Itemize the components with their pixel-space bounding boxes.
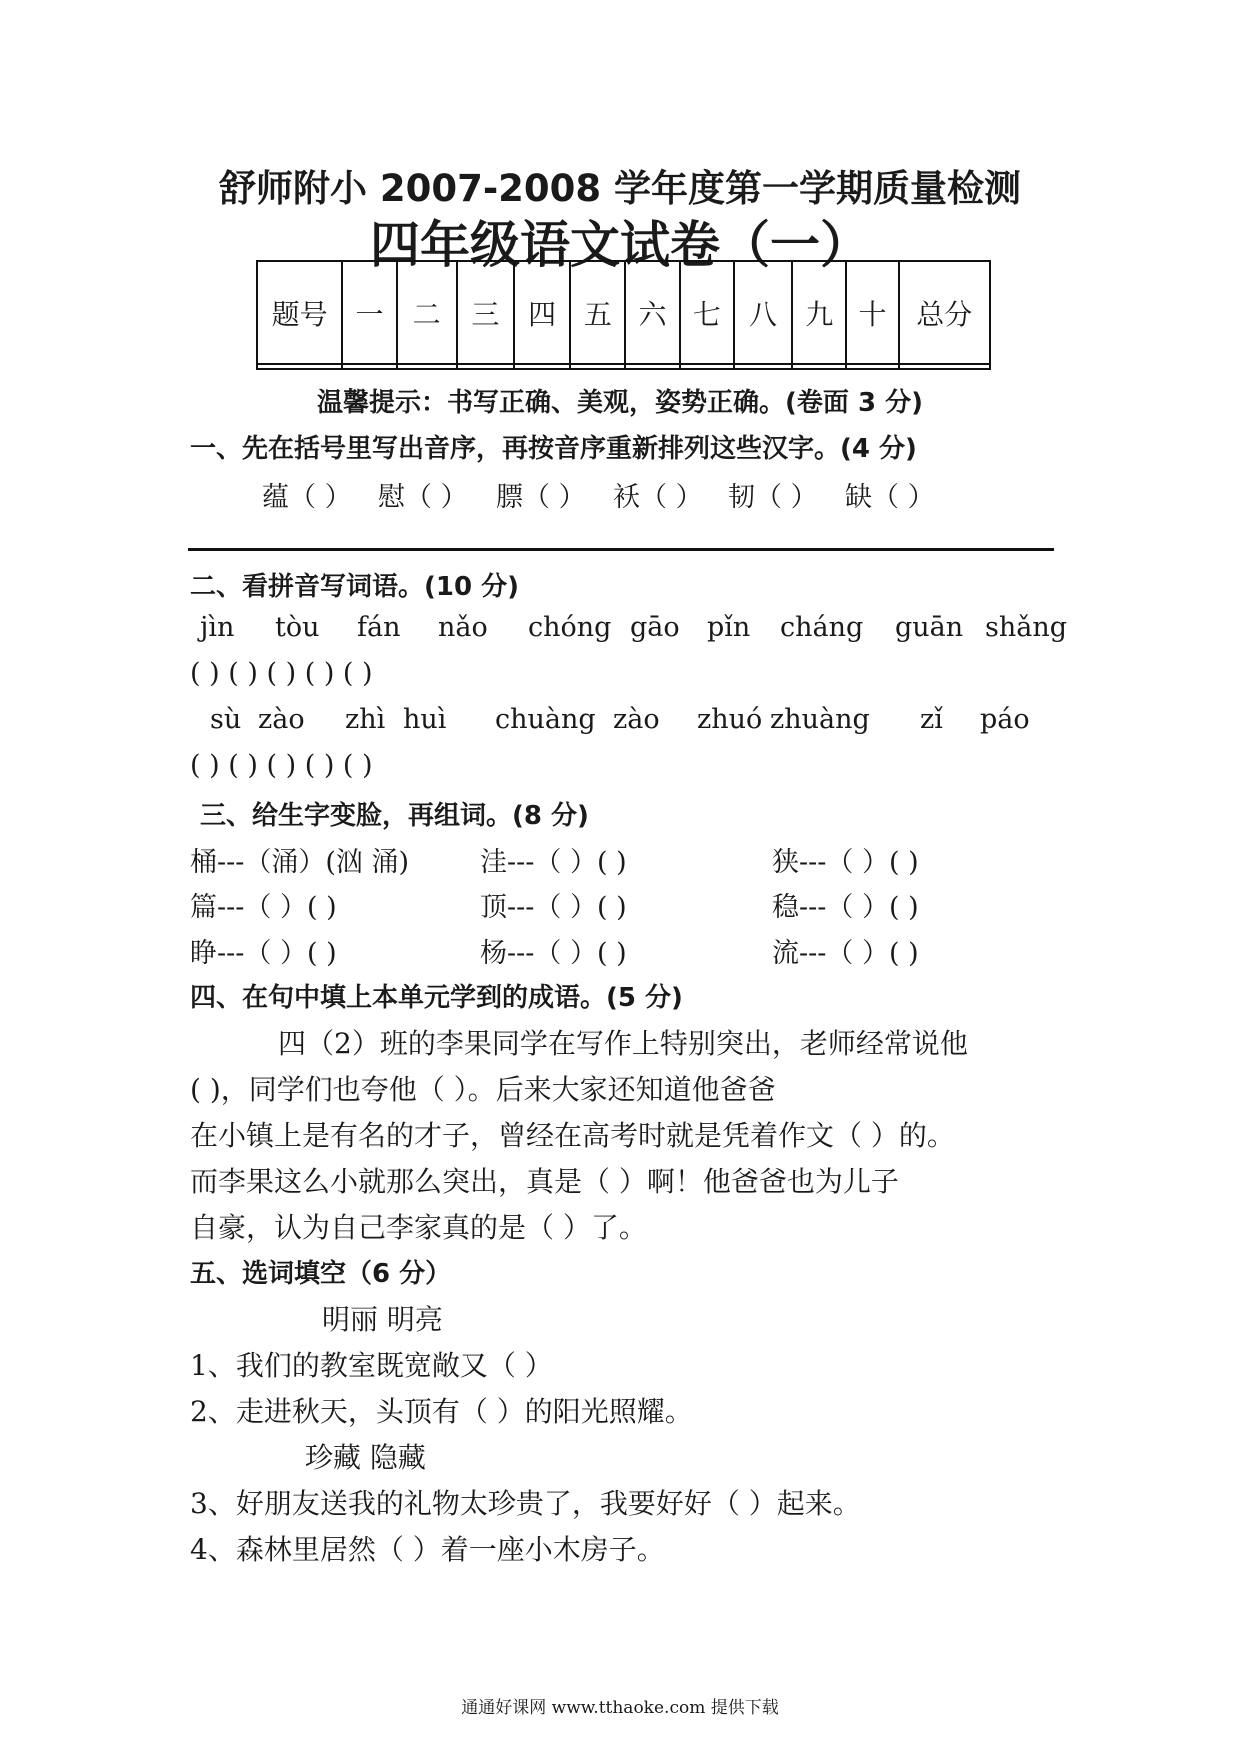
score-header-cell: 三 [457,261,514,364]
q5-heading: 五、选词填空（6 分） [190,1259,452,1289]
score-header-cell: 七 [680,261,734,364]
score-blank-cell[interactable] [397,364,457,369]
pinyin-syllable: zǐ [920,704,943,735]
score-header-cell: 题号 [257,261,342,364]
q4-paragraph-line[interactable]: 而李果这么小就那么突出，真是（ ）啊！他爸爸也为儿子 [190,1165,899,1198]
pinyin-syllable: fán [357,612,401,643]
score-header-cell: 一 [342,261,396,364]
score-header-cell: 八 [734,261,792,364]
q2-heading: 二、看拼音写词语。(10 分) [190,572,519,602]
q1-item[interactable]: 韧（ ） [728,482,818,513]
q5-sentence[interactable]: 1、我们的教室既宽敞又（ ） [190,1349,553,1382]
score-blank-cell[interactable] [514,364,570,369]
score-blank-cell[interactable] [342,364,396,369]
score-header-cell: 九 [792,261,846,364]
score-header-cell: 五 [570,261,625,364]
pinyin-syllable: páo [980,704,1030,735]
score-blank-cell[interactable] [734,364,792,369]
exam-title-line2: 四年级语文试卷（一） [370,216,870,274]
pinyin-syllable: shǎng [985,612,1068,643]
score-header-cell: 四 [514,261,570,364]
q1-heading: 一、先在括号里写出音序，再按音序重新排列这些汉字。(4 分) [190,434,917,464]
q4-paragraph-line[interactable]: 自豪，认为自己李家真的是（ ）了。 [190,1211,647,1244]
score-blank-cell[interactable] [625,364,679,369]
score-header-cell: 二 [397,261,457,364]
q5-sentence[interactable]: 3、好朋友送我的礼物太珍贵了，我要好好（ ）起来。 [190,1487,861,1520]
q3-item[interactable]: 稳---（ ）( ) [772,892,919,923]
q2-answer-brackets[interactable]: ( ) ( ) ( ) ( ) ( ) [190,750,373,781]
q3-item[interactable]: 顶---（ ）( ) [480,892,627,923]
pinyin-syllable: zhuàng [770,704,870,735]
q3-item[interactable]: 洼---（ ）( ) [480,847,627,878]
q3-heading: 三、给生字变脸，再组词。(8 分) [200,801,589,831]
pinyin-syllable: huì [403,704,447,735]
score-table-header-row [257,261,990,364]
score-blank-cell[interactable] [792,364,846,369]
pinyin-syllable: nǎo [438,612,488,643]
q1-item[interactable]: 膘（ ） [496,482,586,513]
q5-word-choices: 明丽 明亮 [322,1303,443,1336]
pinyin-syllable: gāo [630,612,680,643]
q4-paragraph-line: 四（2）班的李果同学在写作上特别突出，老师经常说他 [278,1027,968,1060]
q5-sentence[interactable]: 2、走进秋天，头顶有（ ）的阳光照耀。 [190,1395,693,1428]
pinyin-syllable: zào [613,704,660,735]
q3-item[interactable]: 睁---（ ）( ) [190,938,337,969]
pinyin-syllable: cháng [780,612,864,643]
pinyin-syllable: guān [895,612,964,643]
score-blank-cell[interactable] [457,364,514,369]
q3-item[interactable]: 流---（ ）( ) [772,938,919,969]
score-table-blank-row [257,364,990,369]
pinyin-syllable: zhì [345,704,386,735]
q5-sentence[interactable]: 4、森林里居然（ ）着一座小木房子。 [190,1533,665,1566]
q5-word-choices: 珍藏 隐藏 [305,1441,426,1474]
score-blank-cell[interactable] [899,364,990,369]
score-header-cell: 总分 [899,261,990,364]
q3-item[interactable]: 杨---（ ）( ) [480,938,627,969]
q3-item[interactable]: 狭---（ ）( ) [772,847,919,878]
pinyin-syllable: chuàng [495,704,596,735]
score-header-cell: 十 [846,261,898,364]
q4-paragraph-line[interactable]: 在小镇上是有名的才子，曾经在高考时就是凭着作文（ ）的。 [190,1119,955,1152]
q3-item[interactable]: 篇---（ ）( ) [190,892,337,923]
score-blank-cell[interactable] [570,364,625,369]
pinyin-syllable: sù [210,704,242,735]
pinyin-syllable: jìn [200,612,235,643]
section-divider [188,548,1054,551]
q1-item[interactable]: 袄（ ） [613,482,703,513]
page-footer: 通通好课网 www.tthaoke.com 提供下载 [461,1698,779,1718]
pinyin-syllable: zhuó [697,704,763,735]
q4-heading: 四、在句中填上本单元学到的成语。(5 分) [190,983,683,1013]
score-header-cell: 六 [625,261,679,364]
exam-title-line1: 舒师附小 2007-2008 学年度第一学期质量检测 [218,167,1022,210]
q4-paragraph-line[interactable]: ( )，同学们也夸他（ ）。后来大家还知道他爸爸 [190,1073,776,1106]
q1-item[interactable]: 蕴（ ） [262,482,352,513]
q1-item[interactable]: 缺（ ） [845,482,935,513]
q2-answer-brackets[interactable]: ( ) ( ) ( ) ( ) ( ) [190,658,373,689]
score-blank-cell[interactable] [257,364,342,369]
pinyin-syllable: tòu [275,612,320,643]
q1-item[interactable]: 慰（ ） [378,482,468,513]
score-blank-cell[interactable] [846,364,898,369]
pinyin-syllable: chóng [528,612,612,643]
pinyin-syllable: pǐn [707,612,751,643]
score-table [256,260,991,370]
q3-item[interactable]: 桶---（涌）(汹 涌) [190,847,410,878]
pinyin-syllable: zào [258,704,305,735]
score-blank-cell[interactable] [680,364,734,369]
reminder-tip: 温馨提示：书写正确、美观，姿势正确。(卷面 3 分) [317,388,923,418]
